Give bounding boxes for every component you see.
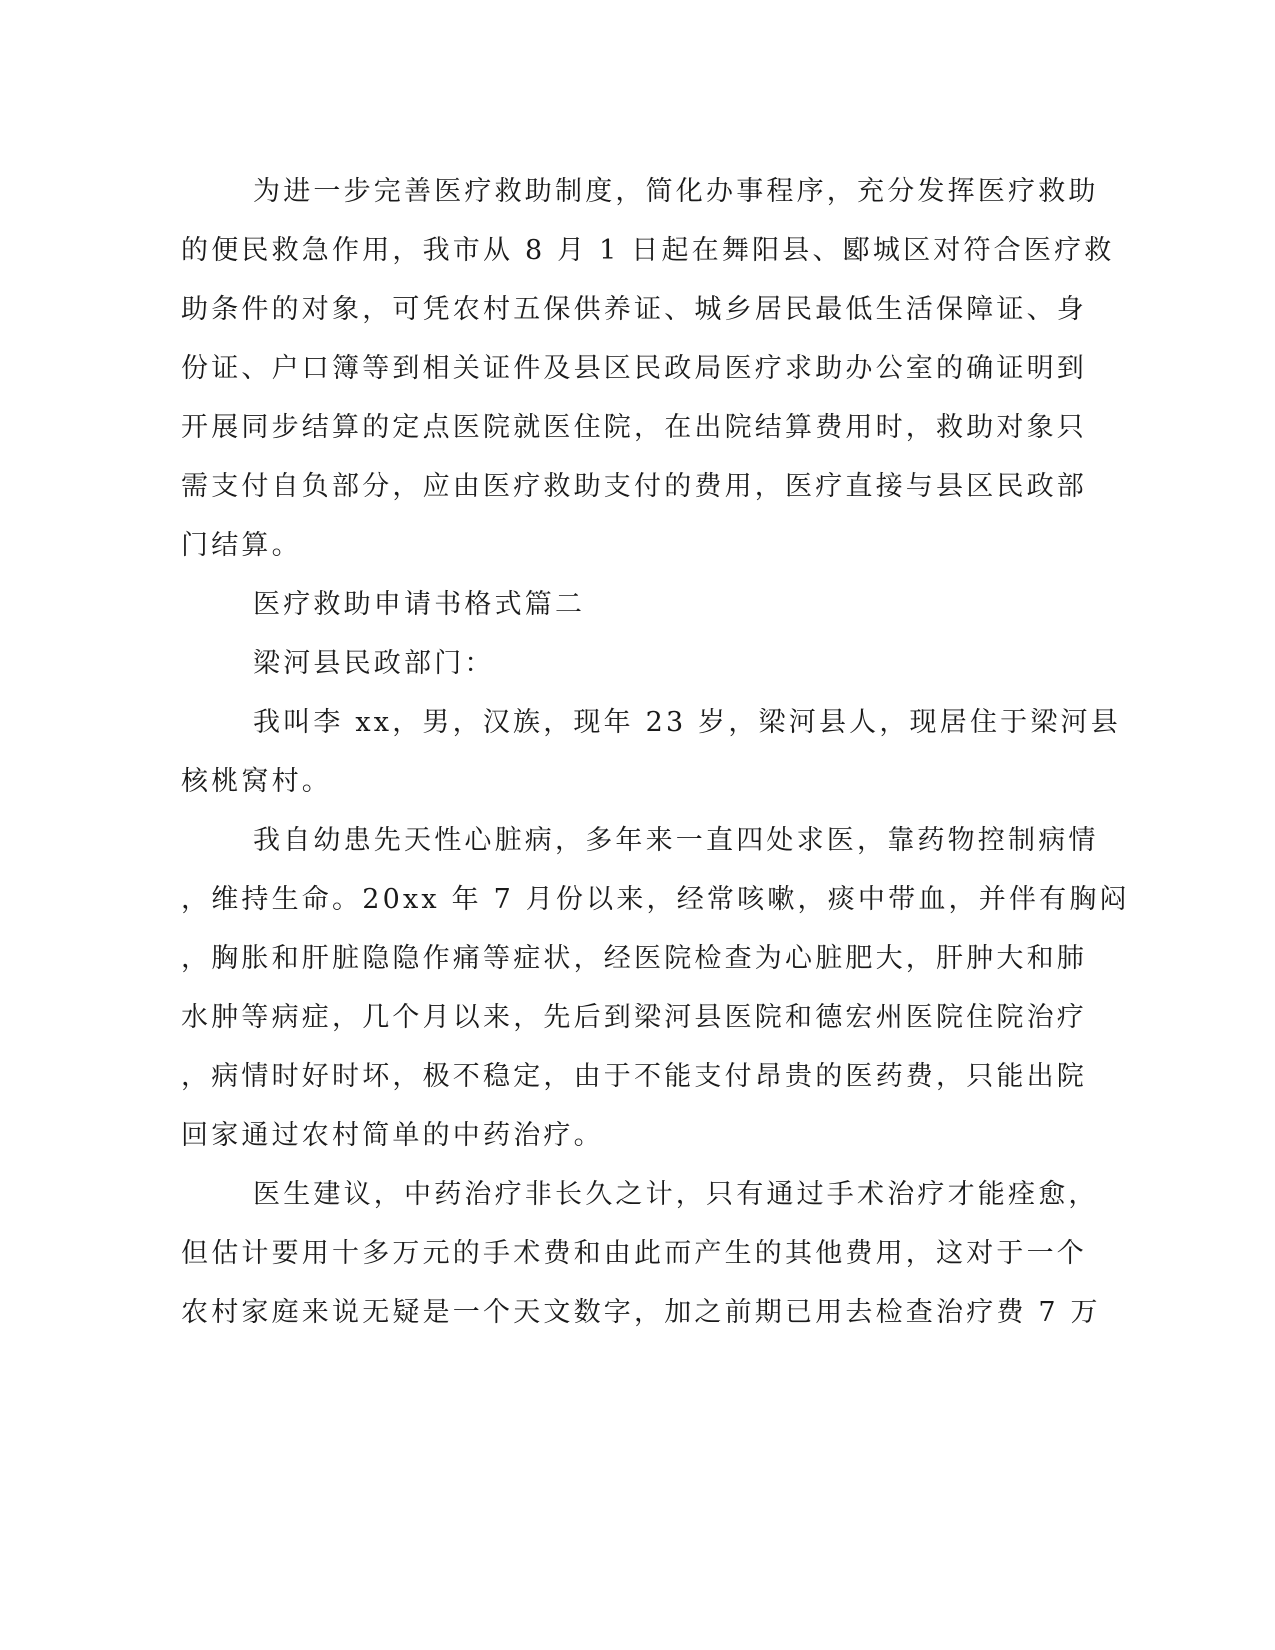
salutation xyxy=(181,634,1041,693)
text-line: ，维持生命。20xx 年 7 月份以来，经常咳嗽，痰中带血，并伴有胸闷 xyxy=(181,884,1130,915)
text-line: 开展同步结算的定点医院就医住院，在出院结算费用时，救助对象只 xyxy=(181,412,1087,443)
text-line: 的便民救急作用，我市从 8 月 1 日起在舞阳县、郾城区对符合医疗救 xyxy=(181,235,1115,266)
section-heading xyxy=(181,575,1041,634)
text-line: 我自幼患先天性心脏病，多年来一直四处求医，靠药物控制病情 xyxy=(253,825,1099,856)
text-line: 份证、户口簿等到相关证件及县区民政局医疗求助办公室的确证明到 xyxy=(181,353,1087,384)
text-line: 我叫李 xx，男，汉族，现年 23 岁，梁河县人，现居住于梁河县 xyxy=(253,707,1121,738)
text-line: 梁河县民政部门： xyxy=(253,648,495,679)
paragraph-1 xyxy=(181,162,1115,575)
text-line: 医生建议，中药治疗非长久之计，只有通过手术治疗才能痊愈， xyxy=(253,1179,1099,1210)
text-line: 为进一步完善医疗救助制度，简化办事程序，充分发挥医疗救助 xyxy=(253,176,1099,207)
text-line: 医疗救助申请书格式篇二 xyxy=(253,589,586,620)
text-line: 农村家庭来说无疑是一个天文数字，加之前期已用去检查治疗费 7 万 xyxy=(181,1297,1101,1328)
text-line: ，胸胀和肝脏隐隐作痛等症状，经医院检查为心脏肥大，肝肿大和肺 xyxy=(181,943,1087,974)
text-line: 水肿等病症，几个月以来，先后到梁河县医院和德宏州医院住院治疗 xyxy=(181,1002,1087,1033)
text-line: 但估计要用十多万元的手术费和由此而产生的其他费用，这对于一个 xyxy=(181,1238,1087,1269)
text-line: ，病情时好时坏，极不稳定，由于不能支付昂贵的医药费，只能出院 xyxy=(181,1061,1087,1092)
text-line: 助条件的对象，可凭农村五保供养证、城乡居民最低生活保障证、身 xyxy=(181,294,1087,325)
text-line: 门结算。 xyxy=(181,530,302,561)
text-line: 核桃窝村。 xyxy=(181,766,332,797)
paragraph-3 xyxy=(181,811,1130,1165)
paragraph-4 xyxy=(181,1165,1101,1342)
document-body xyxy=(181,162,1130,1342)
text-line: 回家通过农村简单的中药治疗。 xyxy=(181,1120,604,1151)
paragraph-2 xyxy=(181,693,1121,811)
text-line: 需支付自负部分，应由医疗救助支付的费用，医疗直接与县区民政部 xyxy=(181,471,1087,502)
